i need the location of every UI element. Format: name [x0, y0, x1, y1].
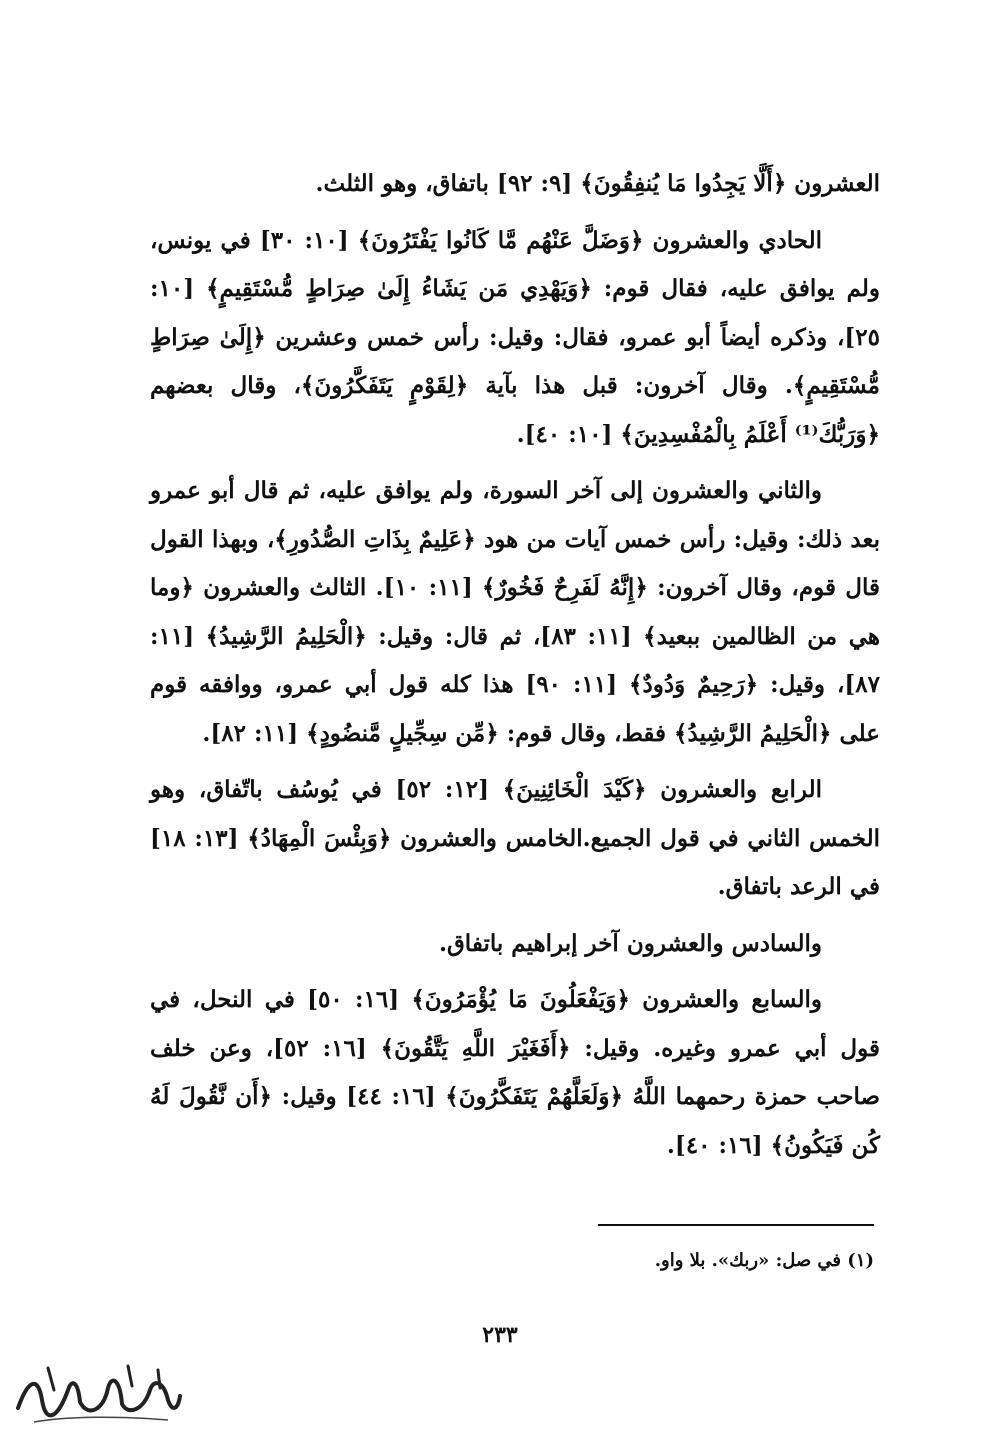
paragraph-5: والسادس والعشرون آخر إبراهيم باتفاق. [438, 929, 822, 957]
paragraph-6: والسابع والعشرون ﴿وَيَفْعَلُونَ مَا يُؤْمَرُونَ﴾ [١٦: ٥٠] في النحل، في قول أبي عمرو وغيره. وقيل: ﴿أَفَغَيْرَ اللَّهِ يَتَّقُونَ﴾ [١٦: ٥٢]، وعن خلف صاحب حمزة رحمهما اللَّهُ ﴿وَلَعَلَّهُمْ يَتَفَكَّرُونَ﴾ [١٦: ٤٤] وقيل: ﴿أَن نَّقُولَ لَهُ كُن فَيَكُونُ﴾ [١٦: ٤٠]. [150, 986, 880, 1159]
main-text [150, 160, 880, 1178]
paragraph-2: الحادي والعشرون ﴿وَضَلَّ عَنْهُم مَّا كَانُوا يَفْتَرُونَ﴾ [١٠: ٣٠] في يونس، ولم يوافق عليه، فقال قوم: ﴿وَيَهْدِي مَن يَشَاءُ إِلَىٰ صِرَاطٍ مُّسْتَقِيمٍ﴾ [١٠: ٢٥]، وذكره أيضاً أبو عمرو، فقال: وقيل: رأس خمس وعشرين ﴿إِلَىٰ صِرَاطٍ مُّسْتَقِيمٍ﴾. وقال آخرون: قبل هذا بآية ﴿لِقَوْمٍ يَتَفَكَّرُونَ﴾، وقال بعضهم ﴿وَرَبُّكَ⁽¹⁾ أَعْلَمُ بِالْمُفْسِدِينَ﴾ [١٠: ٤٠]. [150, 226, 880, 448]
library-stamp-logo [8, 1360, 186, 1430]
page-number: ٢٣٣ [482, 1322, 518, 1348]
footnote: (١) في صل: «ربك». بلا واو. [654, 1250, 874, 1271]
paragraph-1: العشرون ﴿أَلَّا يَجِدُوا مَا يُنفِقُونَ﴾ [٩: ٩٢] باتفاق، وهو الثلث. [315, 170, 880, 197]
footnote-divider [598, 1224, 874, 1226]
paragraph-4: الرابع والعشرون ﴿كَيْدَ الْخَائِنِينَ﴾ [١٢: ٥٢] في يُوسُف باتّفاق، وهو الخمس الثاني في قول الجميع.الخامس والعشرون ﴿وَبِئْسَ الْمِهَادُ﴾ [١٣: ١٨] في الرعد باتفاق. [150, 776, 880, 900]
paragraph-3: والثاني والعشرون إلى آخر السورة، ولم يوافق عليه، ثم قال أبو عمرو بعد ذلك: وقيل: رأس خمس آيات من هود ﴿عَلِيمٌ بِذَاتِ الصُّدُورِ﴾، وبهذا القول قال قوم، وقال آخرون: ﴿إِنَّهُ لَفَرِحٌ فَخُورٌ﴾ [١١: ١٠]. الثالث والعشرون ﴿وما هي من الظالمين ببعيد﴾ [١١: ٨٣]، ثم قال: وقيل: ﴿الْحَلِيمُ الرَّشِيدُ﴾ [١١: ٨٧]، وقيل: ﴿رَحِيمٌ وَدُودٌ﴾ [١١: ٩٠] هذا كله قول أبي عمرو، ووافقه قوم على ﴿الْحَلِيمُ الرَّشِيدُ﴾ فقط، وقال قوم: ﴿مِّن سِجِّيلٍ مَّنضُودٍ﴾ [١١: ٨٢]. [150, 477, 881, 747]
